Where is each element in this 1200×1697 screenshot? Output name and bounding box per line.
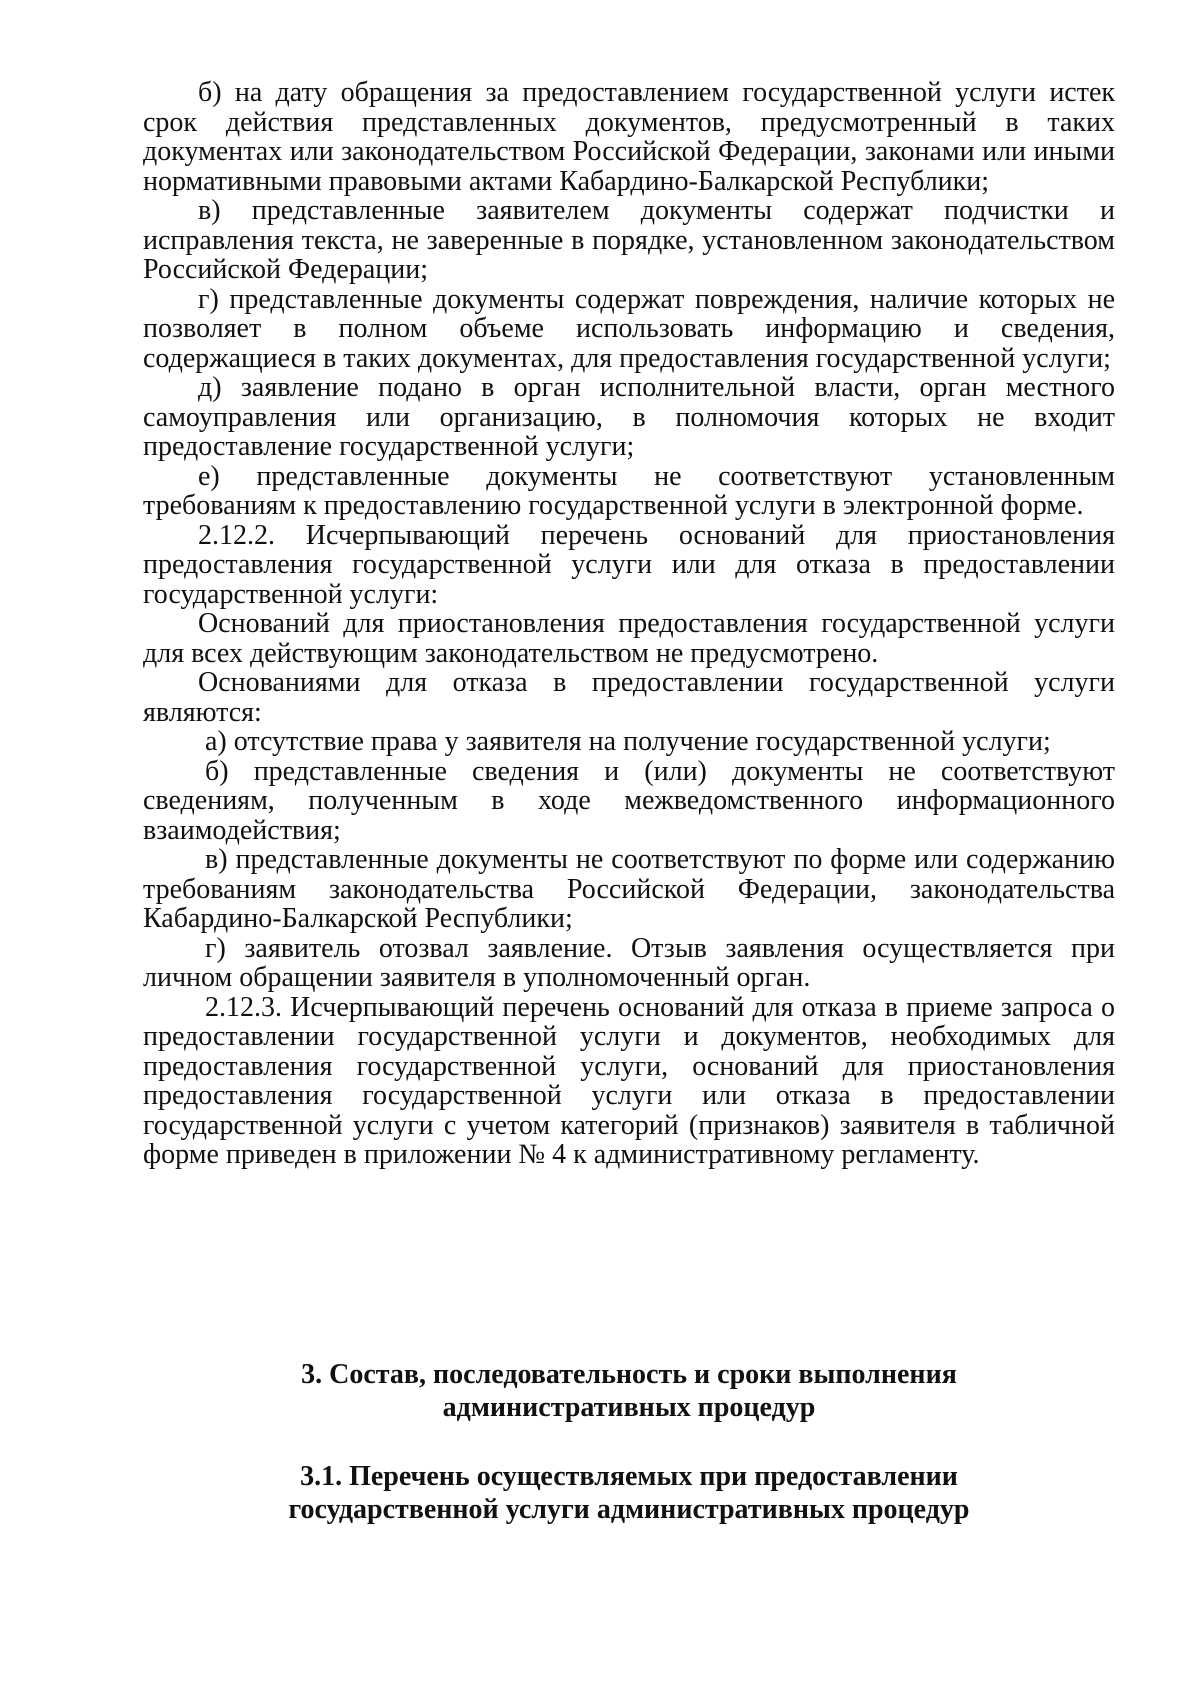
paragraph-b-expired-documents: б) на дату обращения за предоставлением государственной услуги истек срок действия представленных документов, предусмотренный в таких документах или законодательством Российской Федерации, законами или иными нормативными правовыми актами Кабардино-Балкарской Республики; [143, 77, 1115, 197]
paragraph-b-mismatch: б) представленные сведения и (или) документы не соответствуют сведениям, полученным в ходе межведомственного информационного взаимодействия; [143, 755, 1115, 846]
subsection-heading [143, 1460, 1115, 1526]
paragraph-e-electronic-form: е) представленные документы не соответствуют установленным требованиям к предоставлению государственной услуги в электронной форме. [143, 460, 1115, 521]
paragraph-g-withdrawal: г) заявитель отозвал заявление. Отзыв заявления осуществляется при личном обращении заявителя в уполномоченный орган. [143, 932, 1115, 993]
paragraph-refusal-grounds: Основаниями для отказа в предоставлении государственной услуги являются: [143, 667, 1115, 728]
subsection-heading-line-2: государственной услуги административных процедур [288, 1494, 970, 1525]
section-heading [143, 1358, 1115, 1424]
paragraph-2-12-2: 2.12.2. Исчерпывающий перечень оснований для приостановления предоставления государственной услуги или для отказа в предоставлении государственной услуги: [143, 519, 1115, 610]
paragraph-no-suspension-grounds: Оснований для приостановления предоставления государственной услуги для всех действующим законодательством не предусмотрено. [143, 608, 1115, 669]
paragraph-v-corrections: в) представленные заявителем документы содержат подчистки и исправления текста, не заверенные в порядке, установленном законодательством Российской Федерации; [143, 195, 1115, 285]
paragraph-a-no-right: а) отсутствие права у заявителя на получение государственной услуги; [205, 726, 1051, 757]
body-text [143, 78, 1115, 1170]
section-heading-line-2: административных процедур [442, 1392, 816, 1423]
paragraph-v-form-content: в) представленные документы не соответствуют по форме или содержанию требованиям законодательства Российской Федерации, законодательства Кабардино-Балкарской Республики; [143, 844, 1115, 934]
subsection-heading-line-1: 3.1. Перечень осуществляемых при предоставлении [300, 1461, 958, 1492]
paragraph-d-wrong-authority: д) заявление подано в орган исполнительной власти, орган местного самоуправления или организацию, в полномочия которых не входит предоставление государственной услуги; [143, 372, 1115, 462]
paragraph-2-12-3: 2.12.3. Исчерпывающий перечень оснований для отказа в приеме запроса о предоставлении государственной услуги и документов, необходимых для предоставления государственной услуги, оснований для приостановления предоставления государственной услуги или отказа в предоставлении государственной услуги с учетом категорий (признаков) заявителя в табличной форме приведен в приложении № 4 к административному регламенту. [143, 991, 1115, 1170]
section-heading-line-1: 3. Состав, последовательность и сроки выполнения [301, 1359, 957, 1390]
paragraph-g-damage: г) представленные документы содержат повреждения, наличие которых не позволяет в полном объеме использовать информацию и сведения, содержащиеся в таких документах, для предоставления государственной услуги; [143, 283, 1115, 374]
